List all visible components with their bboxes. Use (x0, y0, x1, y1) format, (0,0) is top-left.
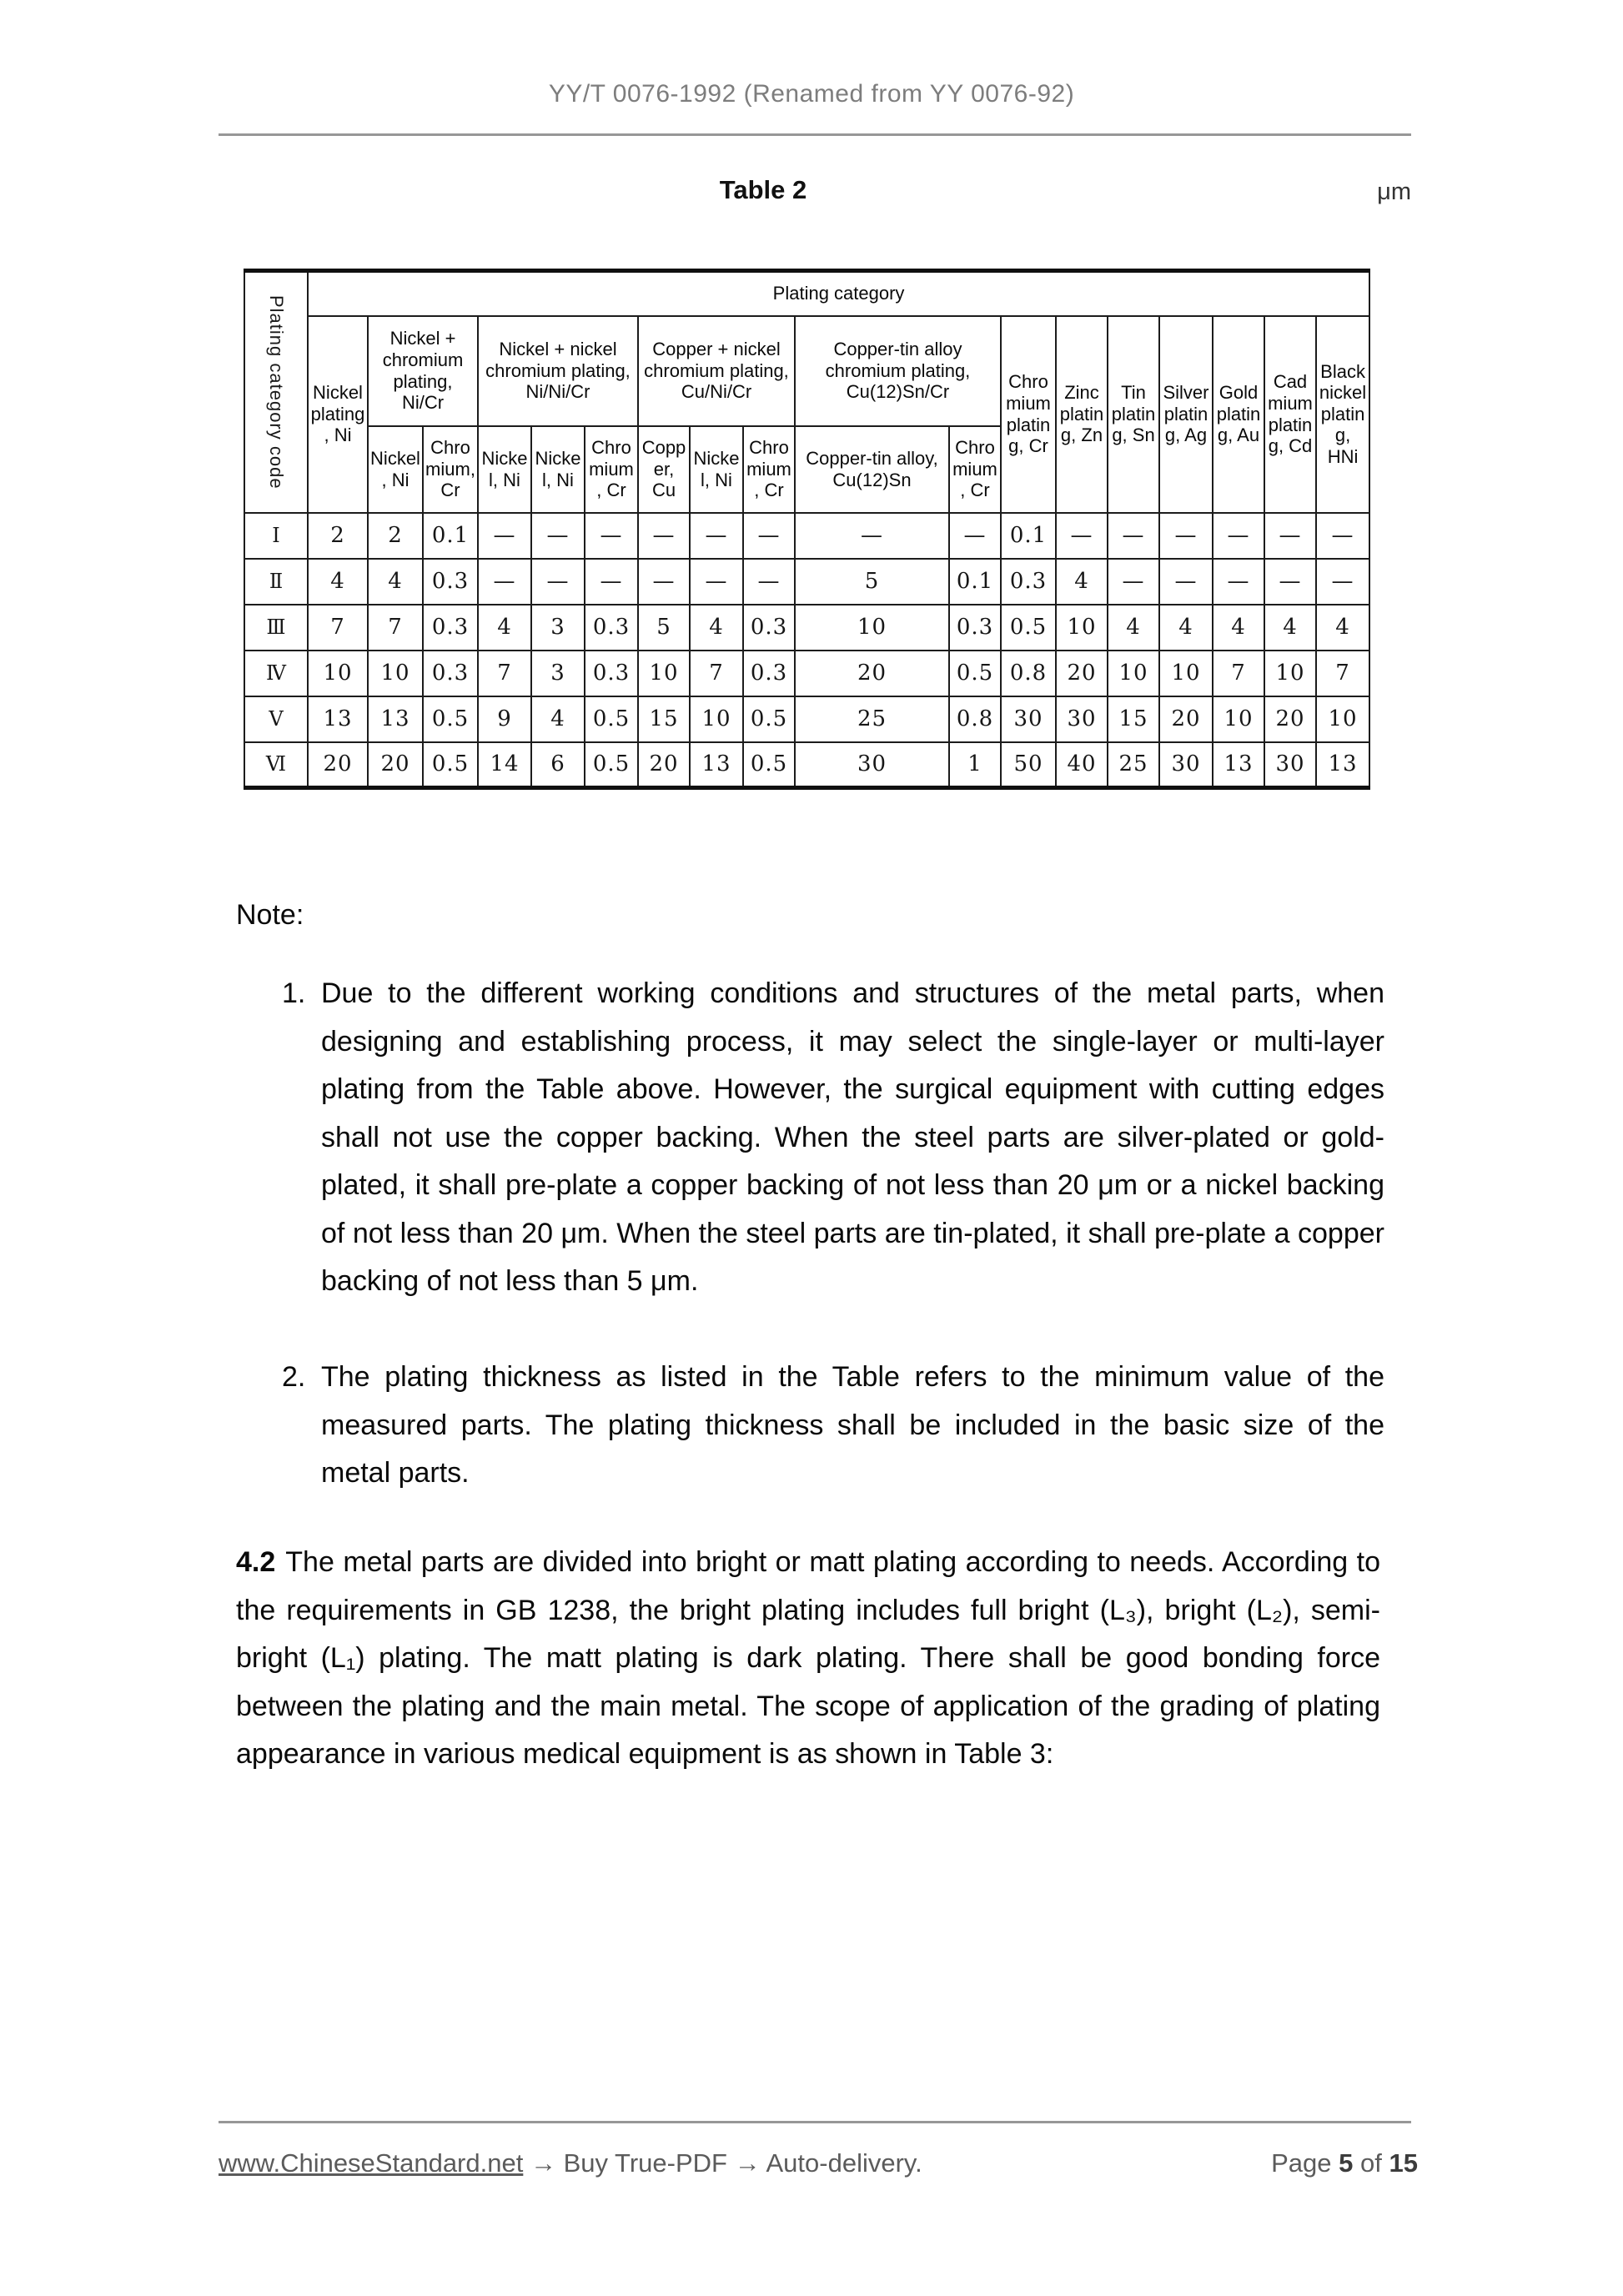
table-cell: 4 (1264, 605, 1316, 651)
table-cell: 3 (531, 651, 585, 696)
table-cell: 0.3 (1001, 559, 1056, 605)
group-cadmium: Cadmium plating, Cd (1264, 316, 1316, 513)
table-cell: 0.5 (949, 651, 1001, 696)
table-cell: — (1213, 559, 1264, 605)
table-row (244, 559, 1369, 605)
table-cell: 20 (795, 651, 949, 696)
table-cell: 0.1 (949, 559, 1001, 605)
sub-header: Copper-tin alloy, Cu(12)Sn (795, 426, 949, 513)
table-cell: — (1264, 559, 1316, 605)
table-cell: 0.8 (949, 696, 1001, 742)
group-cu-sn-cr: Copper-tin alloy chromium plating, Cu(12)Sn/Cr (795, 316, 1001, 426)
section-number: 4.2 (236, 1546, 276, 1578)
table-cell: 13 (368, 696, 423, 742)
table-cell: 7 (1316, 651, 1369, 696)
table-cell: 0.5 (423, 742, 478, 788)
table-cell: — (1316, 559, 1369, 605)
table-cell: 4 (1108, 605, 1159, 651)
table-cell: 40 (1056, 742, 1108, 788)
table-cell: 10 (1264, 651, 1316, 696)
note-text: The plating thickness as listed in the Table refers to the minimum value of the measured parts. The plating thickness shall be included in the basic size of the metal parts. (321, 1361, 1384, 1489)
row-code: Ⅵ (244, 742, 308, 788)
row-code: Ⅳ (244, 651, 308, 696)
plating-category-header: Plating category (308, 271, 1369, 316)
table-cell: 0.3 (423, 651, 478, 696)
table-cell: 0.3 (423, 605, 478, 651)
table-row (244, 651, 1369, 696)
table-header-row-groups (244, 316, 1369, 426)
table-cell: — (1056, 513, 1108, 559)
table-cell: 7 (1213, 651, 1264, 696)
table-cell: 4 (1056, 559, 1108, 605)
table-cell: 0.5 (1001, 605, 1056, 651)
footer-buy-text: Buy True-PDF (563, 2148, 727, 2178)
table-cell: 0.5 (743, 742, 795, 788)
note-text: Due to the different working conditions and structures of the metal parts, when designing and establishing process, it may select the single-layer or multi-layer plating from the Table above. However, the surgical equipment with cutting edges shall not use the copper backing. When the steel parts are silver-plated or gold-plated, it shall pre-plate a copper backing of not less than 20 μm or a nickel backing of not less than 20 μm. When the steel parts are tin-plated, it shall pre-plate a copper backing of not less than 5 μm. (321, 977, 1384, 1297)
corner-header-label: Plating category code (266, 294, 287, 490)
table-cell: — (1159, 559, 1213, 605)
table-cell: 7 (478, 651, 531, 696)
table-cell: — (531, 559, 585, 605)
table-cell: — (531, 513, 585, 559)
table-cell: 10 (368, 651, 423, 696)
table-cell: — (478, 559, 531, 605)
table-cell: 0.3 (949, 605, 1001, 651)
table-row (244, 513, 1369, 559)
table-cell: 20 (308, 742, 368, 788)
plating-table-container (244, 269, 1370, 790)
table-cell: 25 (795, 696, 949, 742)
footer-divider (219, 2121, 1411, 2123)
table-unit-label: μm (1377, 178, 1411, 205)
table-cell: 7 (308, 605, 368, 651)
note-item-1 (282, 970, 1384, 1306)
table-cell: 20 (1264, 696, 1316, 742)
table-cell: 5 (638, 605, 690, 651)
table-cell: 10 (1056, 605, 1108, 651)
sub-header: Nickel, Ni (478, 426, 531, 513)
table-cell: 0.5 (423, 696, 478, 742)
table-cell: — (638, 513, 690, 559)
table-cell: 10 (690, 696, 743, 742)
table-cell: 0.1 (423, 513, 478, 559)
table-row (244, 742, 1369, 788)
page-indicator (1271, 2148, 1418, 2178)
page-current: 5 (1339, 2148, 1354, 2178)
table-cell: 20 (638, 742, 690, 788)
table-cell: 15 (1108, 696, 1159, 742)
table-cell: 4 (478, 605, 531, 651)
table-cell: 0.5 (585, 742, 638, 788)
group-ni-ni-cr: Nickel + nickel chromium plating, Ni/Ni/Cr (478, 316, 638, 426)
table-cell: 4 (690, 605, 743, 651)
table-cell: 13 (1316, 742, 1369, 788)
footer-delivery-text: Auto-delivery. (766, 2148, 922, 2178)
table-cell: 15 (638, 696, 690, 742)
table-cell: 10 (1316, 696, 1369, 742)
table-cell: 3 (531, 605, 585, 651)
note-item-2 (282, 1354, 1384, 1498)
row-code: Ⅲ (244, 605, 308, 651)
table-header-row-top (244, 271, 1369, 316)
table-cell: 2 (308, 513, 368, 559)
note-heading: Note: (236, 899, 304, 931)
of-label: of (1360, 2148, 1382, 2178)
section-text: The metal parts are divided into bright or matt plating according to needs. According to the requirements in GB 1238, the bright plating includes full bright (L₃), bright (L₂), semi-bright (L₁) plating. The matt plating is dark plating. There shall be good bonding force between the plating and the main metal. The scope of application of the grading of plating appearance in various medical equipment is as shown in Table 3: (236, 1546, 1380, 1770)
table-row (244, 696, 1369, 742)
group-tin: Tin plating, Sn (1108, 316, 1159, 513)
table-cell: 5 (795, 559, 949, 605)
table-cell: 9 (478, 696, 531, 742)
table-cell: 7 (368, 605, 423, 651)
sub-header: Nickel, Ni (690, 426, 743, 513)
sub-header: Chromium, Cr (949, 426, 1001, 513)
table-cell: 0.5 (743, 696, 795, 742)
footer-link[interactable]: www.ChineseStandard.net (219, 2148, 524, 2178)
table-cell: — (690, 513, 743, 559)
table-cell: — (1264, 513, 1316, 559)
group-chromium: Chromium plating, Cr (1001, 316, 1056, 513)
table-cell: 4 (1316, 605, 1369, 651)
table-cell: — (795, 513, 949, 559)
group-zinc: Zinc plating, Zn (1056, 316, 1108, 513)
table-cell: 10 (638, 651, 690, 696)
section-4-2-paragraph (236, 1539, 1380, 1779)
table-cell: 6 (531, 742, 585, 788)
group-ni-cr: Nickel + chromium plating, Ni/Cr (368, 316, 478, 426)
table-cell: 0.3 (585, 651, 638, 696)
table-cell: 4 (1159, 605, 1213, 651)
table-cell: 1 (949, 742, 1001, 788)
table-cell: 7 (690, 651, 743, 696)
table-cell: — (1108, 513, 1159, 559)
group-silver: Silver plating, Ag (1159, 316, 1213, 513)
table-cell: 30 (1001, 696, 1056, 742)
table-cell: 20 (1159, 696, 1213, 742)
table-cell: 10 (1213, 696, 1264, 742)
table-row (244, 605, 1369, 651)
row-code: Ⅴ (244, 696, 308, 742)
table-cell: 20 (368, 742, 423, 788)
corner-header-cell (244, 271, 308, 513)
table-cell: 20 (1056, 651, 1108, 696)
table-cell: 30 (1159, 742, 1213, 788)
plating-table (244, 269, 1370, 790)
table-cell: 10 (1159, 651, 1213, 696)
table-cell: — (949, 513, 1001, 559)
table-cell: — (1213, 513, 1264, 559)
arrow-icon: → (734, 2148, 761, 2178)
table-cell: — (1108, 559, 1159, 605)
table-cell: — (478, 513, 531, 559)
group-nickel: Nickel plating, Ni (308, 316, 368, 513)
table-cell: 0.1 (1001, 513, 1056, 559)
table-cell: 4 (1213, 605, 1264, 651)
table-cell: 13 (690, 742, 743, 788)
table-cell: 4 (308, 559, 368, 605)
table-cell: — (1316, 513, 1369, 559)
table-cell: 30 (1056, 696, 1108, 742)
table-cell: 25 (1108, 742, 1159, 788)
group-gold: Gold plating, Au (1213, 316, 1264, 513)
table-cell: 4 (368, 559, 423, 605)
table-cell: 13 (1213, 742, 1264, 788)
page-total: 15 (1389, 2148, 1418, 2178)
table-cell: 10 (795, 605, 949, 651)
table-cell: — (585, 513, 638, 559)
group-black-nickel: Black nickel plating, HNi (1316, 316, 1369, 513)
table-cell: 50 (1001, 742, 1056, 788)
page-label: Page (1271, 2148, 1332, 2178)
table-cell: 2 (368, 513, 423, 559)
sub-header: Nickel, Ni (368, 426, 423, 513)
table-cell: 0.3 (585, 605, 638, 651)
table-cell: 13 (308, 696, 368, 742)
sub-header: Nickel, Ni (531, 426, 585, 513)
table-cell: 10 (308, 651, 368, 696)
table-cell: 0.3 (423, 559, 478, 605)
arrow-icon: → (530, 2148, 556, 2178)
table-cell: 10 (1108, 651, 1159, 696)
table-cell: 0.3 (743, 605, 795, 651)
table-caption: Table 2 (719, 175, 807, 204)
table-cell: 0.8 (1001, 651, 1056, 696)
table-cell: — (1159, 513, 1213, 559)
table-cell: 30 (795, 742, 949, 788)
table-cell: 4 (531, 696, 585, 742)
header-divider (219, 133, 1411, 136)
sub-header: Copper, Cu (638, 426, 690, 513)
sub-header: Chromium, Cr (423, 426, 478, 513)
sub-header: Chromium, Cr (585, 426, 638, 513)
table-cell: — (585, 559, 638, 605)
group-cu-ni-cr: Copper + nickel chromium plating, Cu/Ni/Cr (638, 316, 795, 426)
table-cell: — (638, 559, 690, 605)
page-footer (219, 2148, 1418, 2178)
table-cell: 0.5 (585, 696, 638, 742)
table-cell: — (743, 559, 795, 605)
row-code: Ⅰ (244, 513, 308, 559)
table-cell: 0.3 (743, 651, 795, 696)
table-cell: — (690, 559, 743, 605)
table-cell: 14 (478, 742, 531, 788)
table-cell: — (743, 513, 795, 559)
table-cell: 30 (1264, 742, 1316, 788)
note-number: 1. (282, 977, 306, 1009)
row-code: Ⅱ (244, 559, 308, 605)
note-number: 2. (282, 1361, 306, 1393)
sub-header: Chromium, Cr (743, 426, 795, 513)
document-header-title: YY/T 0076-1992 (Renamed from YY 0076-92) (548, 80, 1075, 108)
